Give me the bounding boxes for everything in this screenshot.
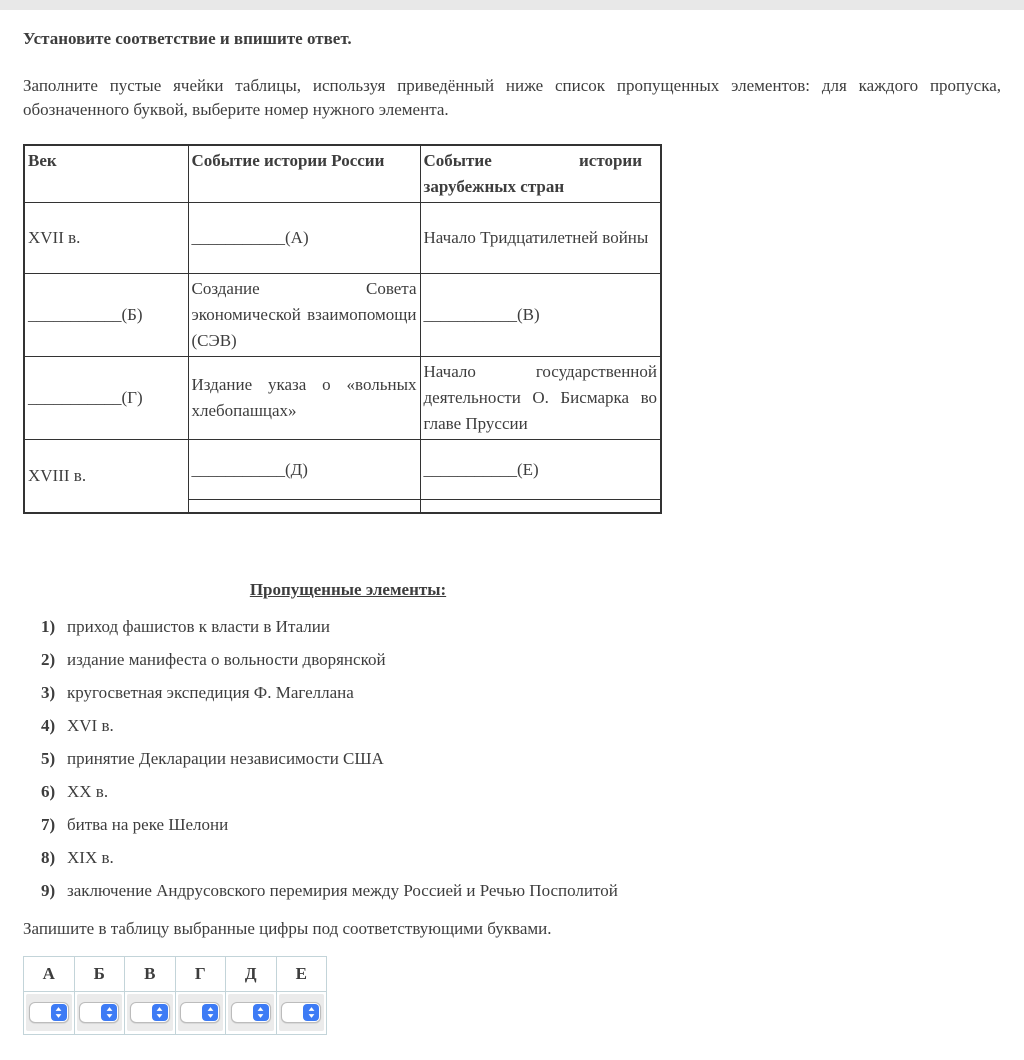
list-item-number: 2) <box>41 649 56 669</box>
top-bar <box>0 0 1024 10</box>
list-item-number: 5) <box>41 748 56 768</box>
list-item <box>23 748 1001 770</box>
list-item-number: 8) <box>41 847 56 867</box>
cell-blank-g: ___________(Г) <box>24 357 188 440</box>
answer-select-e[interactable] <box>281 1002 321 1023</box>
list-item-text: битва на реке Шелони <box>67 814 229 834</box>
missing-elements-list <box>23 616 1001 902</box>
stepper-icon <box>253 1004 269 1021</box>
select-cell-background <box>178 994 224 1031</box>
answer-select-b[interactable] <box>79 1002 119 1023</box>
answer-select-g[interactable] <box>180 1002 220 1023</box>
list-item <box>23 880 1001 902</box>
stepper-icon <box>202 1004 218 1021</box>
list-item <box>23 715 1001 737</box>
list-item <box>23 682 1001 704</box>
header-russia-event: Событие истории России <box>188 145 420 203</box>
cell-century-xvii: XVII в. <box>24 203 188 274</box>
table-header-row <box>24 145 661 203</box>
list-item <box>23 814 1001 836</box>
stepper-icon <box>101 1004 117 1021</box>
list-item <box>23 649 1001 671</box>
task-instructions: Заполните пустые ячейки таблицы, используя приведённый ниже список пропущенных элементов: для каждого пропуска, обозначенного буквой, выберите номер нужного элемента. <box>23 76 1001 119</box>
answer-cell-a <box>24 991 75 1034</box>
cell-blank-a: ___________(А) <box>188 203 420 274</box>
page-title: Установите соответствие и впишите ответ. <box>23 29 352 48</box>
list-item-text: приход фашистов к власти в Италии <box>67 616 330 636</box>
list-item <box>23 616 1001 638</box>
cell-blank-v: ___________(В) <box>420 274 661 357</box>
answer-select-row <box>24 991 327 1034</box>
list-item <box>23 781 1001 803</box>
answer-cell-b <box>74 991 125 1034</box>
stepper-icon <box>303 1004 319 1021</box>
answer-cell-g <box>175 991 226 1034</box>
select-cell-background <box>279 994 325 1031</box>
list-item-number: 3) <box>41 682 56 702</box>
answer-letter-v: В <box>125 956 176 991</box>
answer-instructions: Запишите в таблицу выбранные цифры под соответствующими буквами. <box>23 918 552 938</box>
task-page <box>0 29 1024 1060</box>
history-match-table <box>23 144 662 514</box>
list-item-number: 1) <box>41 616 56 636</box>
select-cell-background <box>127 994 173 1031</box>
cell-sev: Создание Совета экономической взаимопомощи (СЭВ) <box>188 274 420 357</box>
list-item <box>23 847 1001 869</box>
cell-free-ploughmen: Издание указа о «вольных хлебопашцах» <box>188 357 420 440</box>
header-century: Век <box>24 145 188 203</box>
stepper-icon <box>51 1004 67 1021</box>
list-item-number: 4) <box>41 715 56 735</box>
list-item-number: 9) <box>41 880 56 900</box>
answer-letter-g: Г <box>175 956 226 991</box>
table-row <box>24 274 661 357</box>
list-item-text: издание манифеста о вольности дворянской <box>67 649 386 669</box>
select-cell-background <box>228 994 274 1031</box>
cell-empty <box>420 500 661 513</box>
table-row <box>24 203 661 274</box>
answer-letter-row <box>24 956 327 991</box>
list-item-text: заключение Андрусовского перемирия между Россией и Речью Посполитой <box>67 880 618 900</box>
list-item-number: 6) <box>41 781 56 801</box>
answer-letter-e: Е <box>276 956 327 991</box>
cell-blank-e: ___________(Е) <box>420 440 661 500</box>
answer-select-d[interactable] <box>231 1002 271 1023</box>
select-cell-background <box>26 994 72 1031</box>
cell-blank-b: ___________(Б) <box>24 274 188 357</box>
cell-century-xviii: XVIII в. <box>24 440 188 513</box>
answer-cell-e <box>276 991 327 1034</box>
list-item-text: принятие Декларации независимости США <box>67 748 384 768</box>
stepper-icon <box>152 1004 168 1021</box>
answer-letter-b: Б <box>74 956 125 991</box>
select-cell-background <box>77 994 123 1031</box>
answer-select-v[interactable] <box>130 1002 170 1023</box>
table-row <box>24 357 661 440</box>
list-item-number: 7) <box>41 814 56 834</box>
answer-letter-a: А <box>24 956 75 991</box>
answer-cell-v <box>125 991 176 1034</box>
table-row <box>24 440 661 500</box>
list-item-text: XIX в. <box>67 847 114 867</box>
cell-bismarck: Начало государственной деятельности О. Бисмарка во главе Пруссии <box>420 357 661 440</box>
answer-select-a[interactable] <box>29 1002 69 1023</box>
cell-blank-d: ___________(Д) <box>188 440 420 500</box>
cell-thirty-years-war: Начало Тридцатилетней войны <box>420 203 661 274</box>
bottom-spacer <box>23 1035 1001 1060</box>
header-foreign-event: Событие истории зарубежных стран <box>420 145 661 203</box>
list-item-text: кругосветная экспедиция Ф. Магеллана <box>67 682 354 702</box>
missing-elements-heading: Пропущенные элементы: <box>249 579 447 599</box>
cell-empty <box>188 500 420 513</box>
list-item-text: XX в. <box>67 781 109 801</box>
answer-table <box>23 956 327 1035</box>
answer-cell-d <box>226 991 277 1034</box>
answer-letter-d: Д <box>226 956 277 991</box>
list-item-text: XVI в. <box>67 715 114 735</box>
